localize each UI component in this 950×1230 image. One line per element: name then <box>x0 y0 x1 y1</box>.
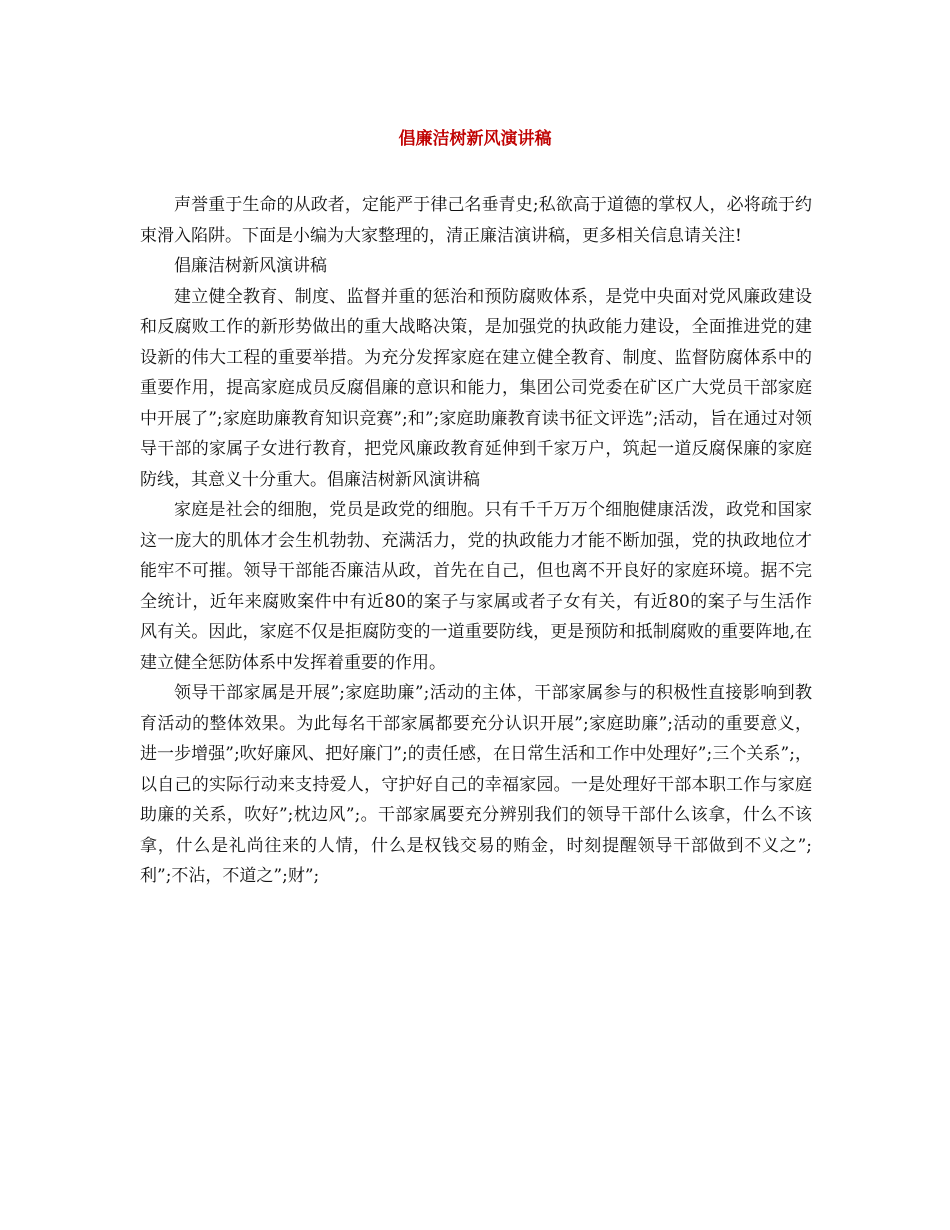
document-title: 倡廉洁树新风演讲稿 <box>398 129 552 149</box>
document-body <box>140 190 812 892</box>
paragraph-system: 建立健全教育、制度、监督并重的惩治和预防腐败体系，是党中央面对党风廉政建设和反腐败工作的新形势做出的重大战略决策，是加强党的执政能力建设，全面推进党的建设新的伟大工程的重要举措。为充分发挥家庭在建立健全教育、制度、监督防腐体系中的重要作用，提高家庭成员反腐倡廉的意识和能力，集团公司党委在矿区广大党员干部家庭中开展了”;家庭助廉教育知识竞赛”;和”;家庭助廉教育读书征文评选”;活动，旨在通过对领导干部的家属子女进行教育，把党风廉政教育延伸到千家万户，筑起一道反腐保廉的家庭防线，其意义十分重大。倡廉洁树新风演讲稿 <box>140 286 812 490</box>
paragraph-family: 家庭是社会的细胞，党员是政党的细胞。只有千千万万个细胞健康活泼，政党和国家这一庞大的肌体才会生机勃勃、充满活力，党的执政能力才能不断加强，党的执政地位才能牢不可摧。领导干部能否廉洁从政，首先在自己，但也离不开良好的家庭环境。据不完全统计，近年来腐败案件中有近80的案子与家属或者子女有关，有近80的案子与生活作风有关。因此，家庭不仅是拒腐防变的一道重要防线，更是预防和抵制腐败的重要阵地,在建立健全惩防体系中发挥着重要的作用。 <box>140 500 812 673</box>
paragraph-relatives: 领导干部家属是开展”;家庭助廉”;活动的主体，干部家属参与的积极性直接影响到教育活动的整体效果。为此每名干部家属都要充分认识开展”;家庭助廉”;活动的重要意义，进一步增强”;吹好廉风、把好廉门”;的责任感，在日常生活和工作中处理好”;三个关系”;，以自己的实际行动来支持爱人，守护好自己的幸福家园。一是处理好干部本职工作与家庭助廉的关系，吹好”;枕边风”;。干部家属要充分辨别我们的领导干部什么该拿，什么不该拿，什么是礼尚往来的人情，什么是权钱交易的贿金，时刻提醒领导干部做到不义之”;利”;不沾，不道之”;财”; <box>140 683 812 886</box>
paragraph-intro: 声誉重于生命的从政者，定能严于律己名垂青史;私欲高于道德的掌权人，必将疏于约束滑入陷阱。下面是小编为大家整理的，清正廉洁演讲稿，更多相关信息请关注! <box>140 195 812 246</box>
paragraph-subtitle: 倡廉洁树新风演讲稿 <box>174 256 327 276</box>
